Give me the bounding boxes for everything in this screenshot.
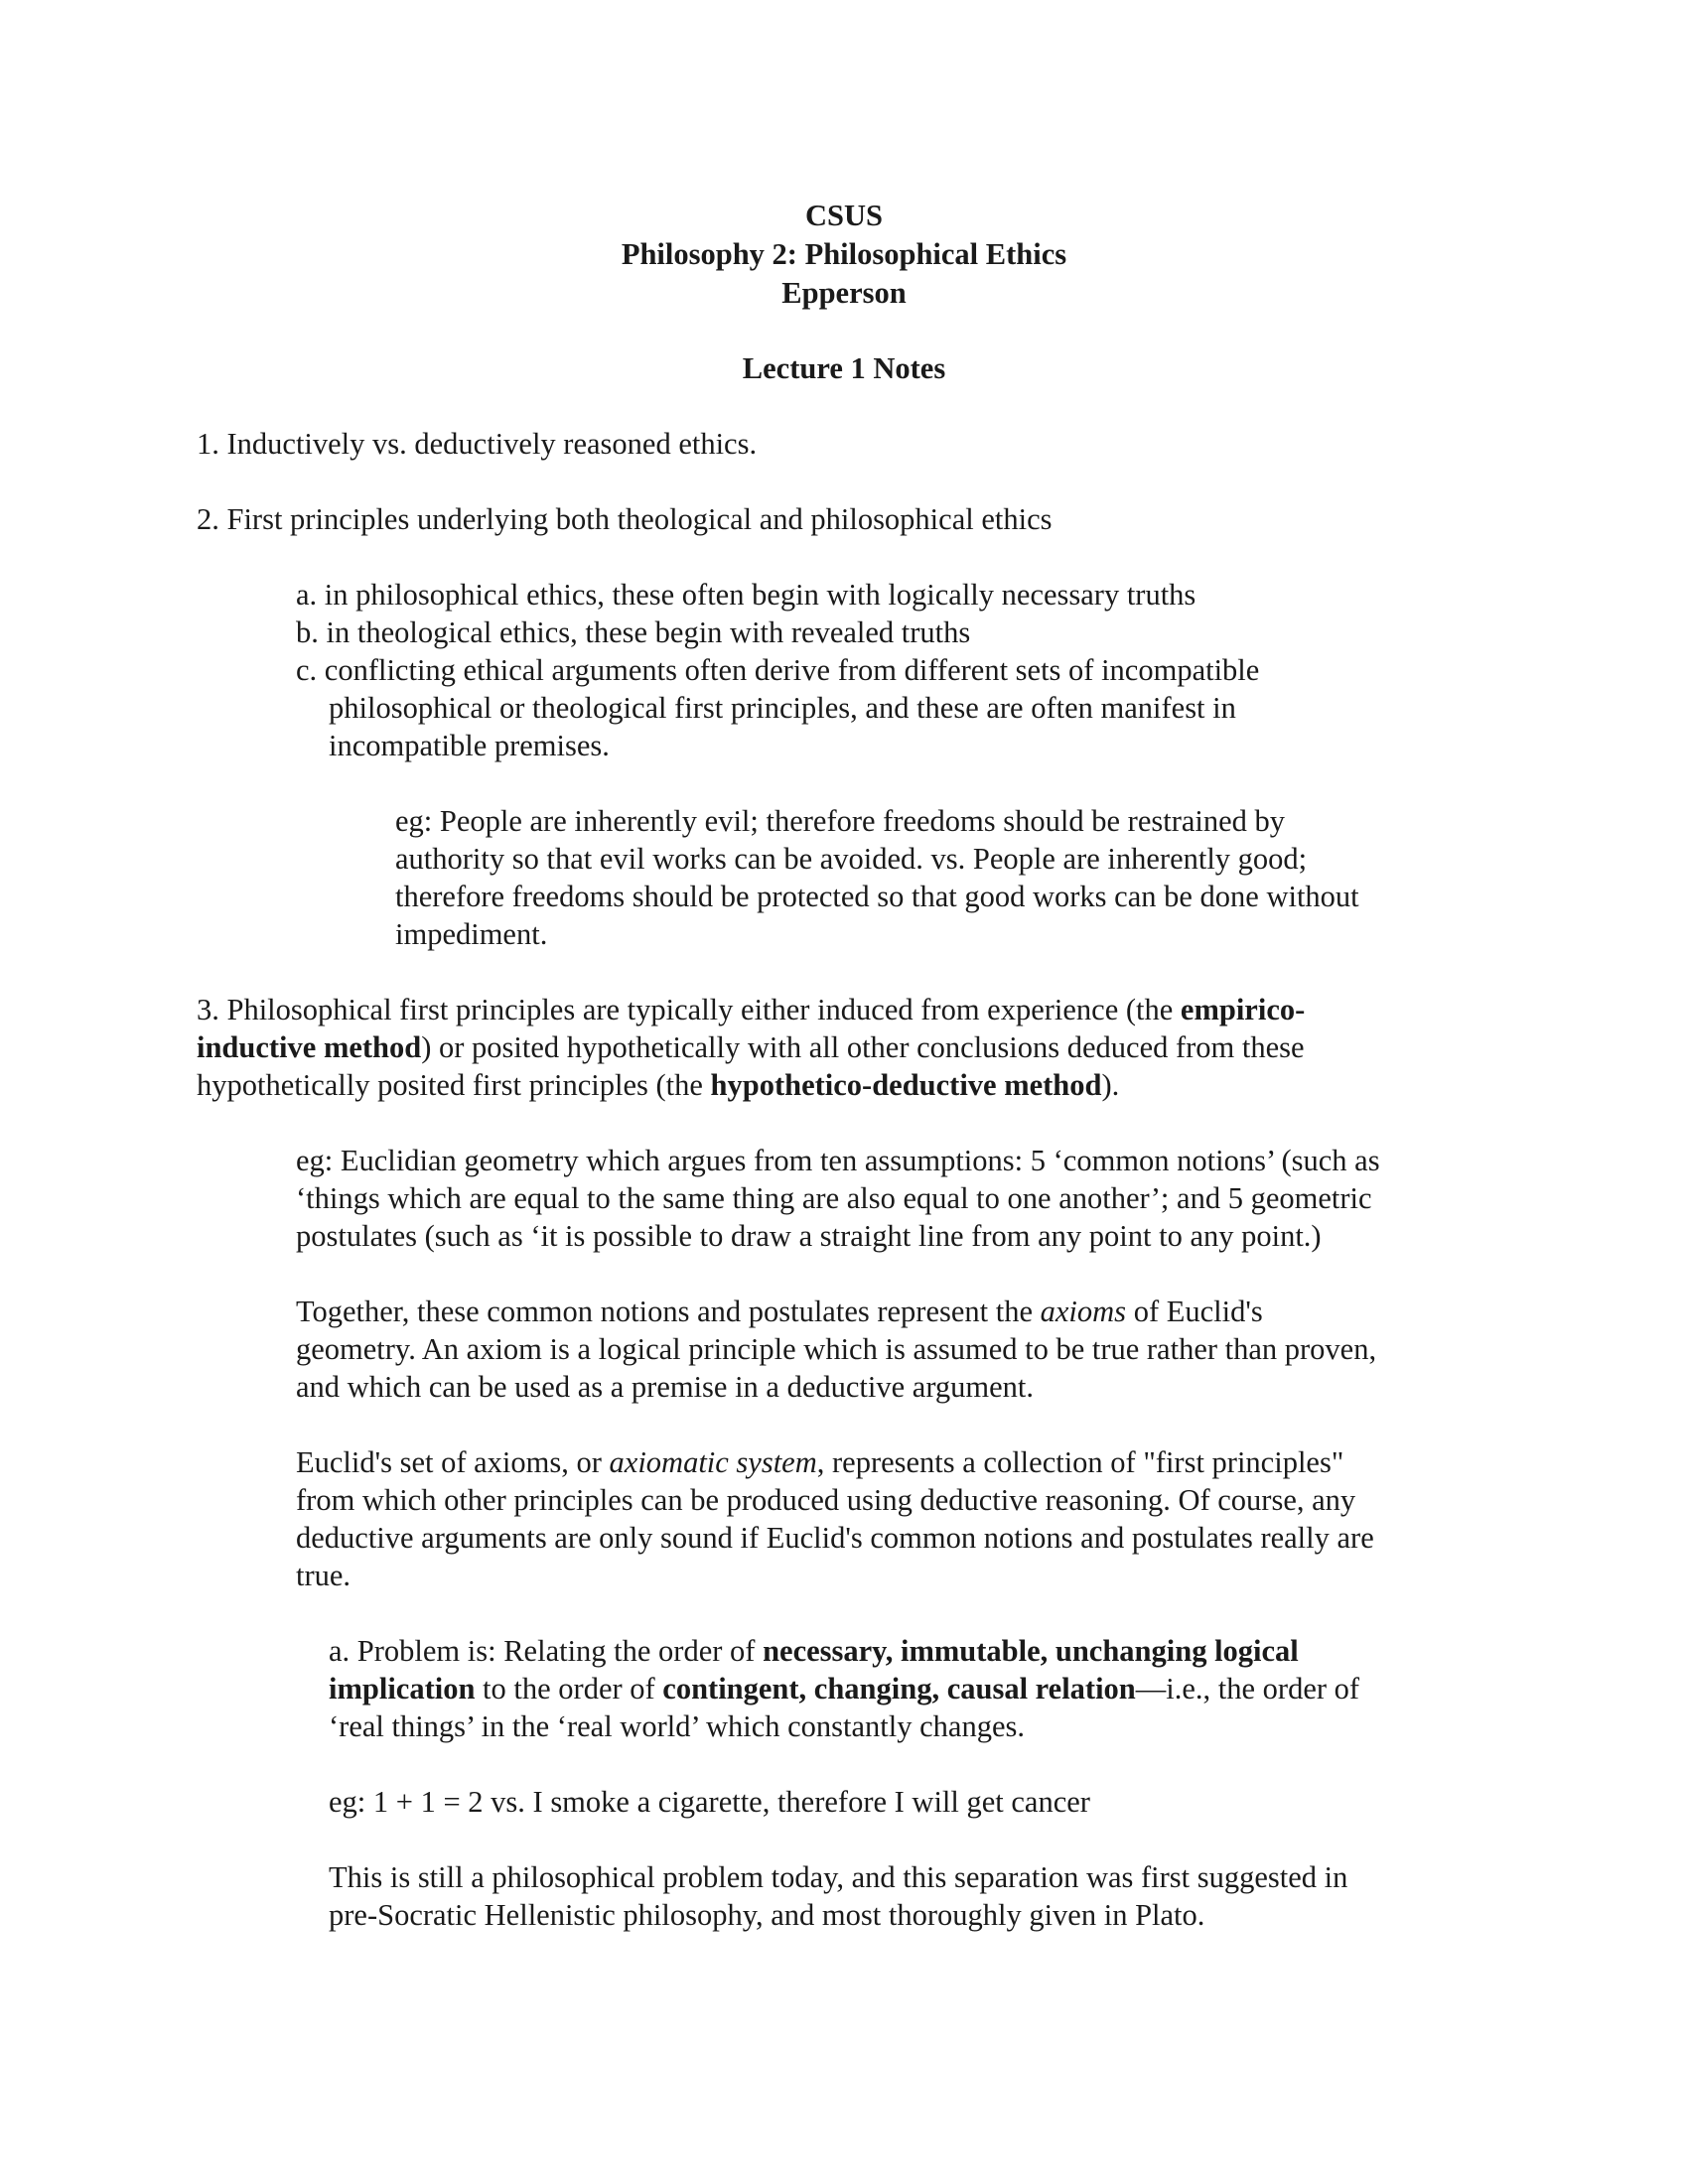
problem-text: to the order of [475, 1672, 663, 1706]
item-2c-line3: incompatible premises. [329, 729, 610, 762]
axiomatic-text: , represents a collection of "first principles" [816, 1445, 1344, 1479]
term-hypothetico-deductive: hypothetico-deductive method [710, 1068, 1102, 1102]
axiomatic-para-line2: from which other principles can be produced using deductive reasoning. Of course, any [296, 1483, 1356, 1517]
item-2c-line2: philosophical or theological first principles, and these are often manifest in [329, 691, 1236, 725]
term-axiomatic-system: axiomatic system [609, 1445, 817, 1479]
problem-line2 [329, 1670, 1359, 1707]
lecture-title: Lecture 1 Notes [742, 351, 946, 385]
axioms-para-line1 [296, 1293, 1263, 1330]
term-logical-implication: necessary, immutable, unchanging logical [763, 1634, 1299, 1668]
item-3-line3 [197, 1066, 1119, 1104]
problem-line3: ‘real things’ in the ‘real world’ which constantly changes. [329, 1709, 1025, 1743]
term-axioms: axioms [1040, 1295, 1127, 1328]
item-3-text: ) or posited hypothetically with all other conclusions deduced from these [421, 1030, 1305, 1064]
example-evil-line1: eg: People are inherently evil; therefore freedoms should be restrained by [395, 804, 1286, 838]
item-2c-line1: c. conflicting ethical arguments often derive from different sets of incompatible [296, 653, 1260, 687]
still-problem-line1: This is still a philosophical problem today, and this separation was first suggested in [329, 1860, 1348, 1894]
item-3-text: 3. Philosophical first principles are typically either induced from experience (the [197, 993, 1181, 1026]
term-inductive-method: inductive method [197, 1030, 422, 1064]
example-euclid-line3: postulates (such as ‘it is possible to draw a straight line from any point to any point.) [296, 1219, 1322, 1253]
axioms-para-line3: and which can be used as a premise in a deductive argument. [296, 1370, 1035, 1404]
item-1: 1. Inductively vs. deductively reasoned ethics. [197, 427, 758, 461]
axiomatic-para-line3: deductive arguments are only sound if Euclid's common notions and postulates really are [296, 1521, 1374, 1555]
term-implication: implication [329, 1672, 476, 1706]
problem-line1 [329, 1632, 1299, 1670]
problem-text: —i.e., the order of [1135, 1672, 1360, 1706]
item-3-line1 [197, 991, 1305, 1028]
example-cigarette: eg: 1 + 1 = 2 vs. I smoke a cigarette, therefore I will get cancer [329, 1785, 1090, 1819]
axioms-text: Together, these common notions and postulates represent the [296, 1295, 1041, 1328]
term-empirico: empirico- [1180, 993, 1306, 1026]
institution-heading: CSUS [805, 199, 883, 232]
example-euclid-line2: ‘things which are equal to the same thing are also equal to one another’; and 5 geometric [296, 1181, 1372, 1215]
axiomatic-text: Euclid's set of axioms, or [296, 1445, 610, 1479]
example-evil-line2: authority so that evil works can be avoided. vs. People are inherently good; [395, 842, 1308, 876]
course-heading: Philosophy 2: Philosophical Ethics [621, 237, 1067, 271]
axioms-para-line2: geometry. An axiom is a logical principle which is assumed to be true rather than proven, [296, 1332, 1377, 1366]
item-3-text: hypothetically posited first principles (the [197, 1068, 711, 1102]
problem-text: a. Problem is: Relating the order of [329, 1634, 764, 1668]
term-causal-relation: contingent, changing, causal relation [662, 1672, 1136, 1706]
example-evil-line3: therefore freedoms should be protected so that good works can be done without [395, 880, 1359, 913]
axiomatic-para-line1 [296, 1443, 1343, 1481]
axiomatic-para-line4: true. [296, 1559, 352, 1592]
item-2a: a. in philosophical ethics, these often begin with logically necessary truths [296, 578, 1196, 612]
item-3-text: ). [1101, 1068, 1120, 1102]
item-2: 2. First principles underlying both theological and philosophical ethics [197, 502, 1053, 536]
still-problem-line2: pre-Socratic Hellenistic philosophy, and most thoroughly given in Plato. [329, 1898, 1205, 1932]
item-3-line2 [197, 1028, 1305, 1066]
axioms-text: of Euclid's [1126, 1295, 1263, 1328]
item-2b: b. in theological ethics, these begin with revealed truths [296, 615, 971, 649]
instructor-heading: Epperson [781, 276, 907, 310]
example-euclid-line1: eg: Euclidian geometry which argues from ten assumptions: 5 ‘common notions’ (such as [296, 1144, 1380, 1177]
example-evil-line4: impediment. [395, 917, 548, 951]
